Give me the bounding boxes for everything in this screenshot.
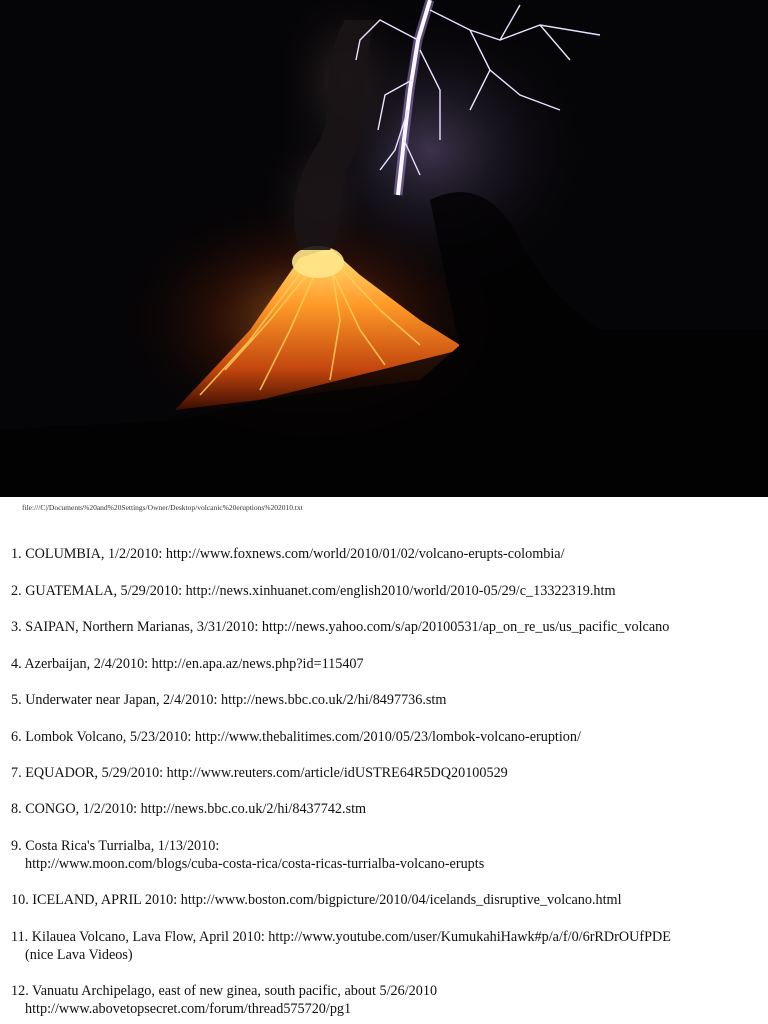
list-item: [11, 728, 581, 746]
file-path: file:///C|/Documents%20and%20Settings/Owner/Desktop/volcanic%20eruptions%202010.txt: [22, 503, 303, 512]
list-item: [11, 764, 508, 782]
crater-fire: [292, 246, 344, 278]
list-item: [11, 837, 484, 873]
list-item-text: 7. EQUADOR, 5/29/2010: http://www.reuters.com/article/idUSTRE64R5DQ20100529: [11, 765, 508, 781]
list-item-continuation: http://www.abovetopsecret.com/forum/thread575720/pg1: [25, 1001, 352, 1017]
list-item-text: 5. Underwater near Japan, 2/4/2010: http://news.bbc.co.uk/2/hi/8497736.stm: [11, 692, 447, 708]
list-item: [11, 928, 671, 964]
list-item-text: 1. COLUMBIA, 1/2/2010: http://www.foxnews.com/world/2010/01/02/volcano-erupts-colombia/: [11, 546, 565, 562]
list-item-text: 8. CONGO, 1/2/2010: http://news.bbc.co.uk/2/hi/8437742.stm: [11, 801, 367, 817]
list-item-continuation: http://www.moon.com/blogs/cuba-costa-rica/costa-ricas-turrialba-volcano-erupts: [25, 856, 485, 872]
list-item-text: 4. Azerbaijan, 2/4/2010: http://en.apa.az/news.php?id=115407: [11, 656, 364, 672]
volcano-illustration: [0, 0, 768, 497]
list-item: [11, 582, 616, 600]
list-item-text: 6. Lombok Volcano, 5/23/2010: http://www.thebalitimes.com/2010/05/23/lombok-volcano-eruption/: [11, 729, 581, 745]
list-item: [11, 618, 669, 636]
list-item: [11, 545, 565, 563]
list-item: [11, 800, 366, 818]
list-item: [11, 691, 446, 709]
list-item-text: 12. Vanuatu Archipelago, east of new ginea, south pacific, about 5/26/2010: [11, 983, 438, 999]
volcano-photo: [0, 0, 768, 497]
list-item-text: 3. SAIPAN, Northern Marianas, 3/31/2010: http://news.yahoo.com/s/ap/20100531/ap_on_re_us/us_pacific_volcano: [11, 619, 670, 635]
list-item-text: 10. ICELAND, APRIL 2010: http://www.boston.com/bigpicture/2010/04/icelands_disruptive_volcano.html: [11, 892, 622, 908]
list-item: [11, 891, 622, 909]
list-item: [11, 655, 364, 673]
list-item-text: 11. Kilauea Volcano, Lava Flow, April 2010: http://www.youtube.com/user/KumukahiHawk#p/a/f/0/6rRDrOUfPDE: [11, 929, 671, 945]
list-item-continuation: (nice Lava Videos): [25, 947, 133, 963]
list-item-text: 2. GUATEMALA, 5/29/2010: http://news.xinhuanet.com/english2010/world/2010-05/29/c_13322319.htm: [11, 583, 616, 599]
list-item: [11, 982, 437, 1018]
list-item-text: 9. Costa Rica's Turrialba, 1/13/2010:: [11, 838, 220, 854]
